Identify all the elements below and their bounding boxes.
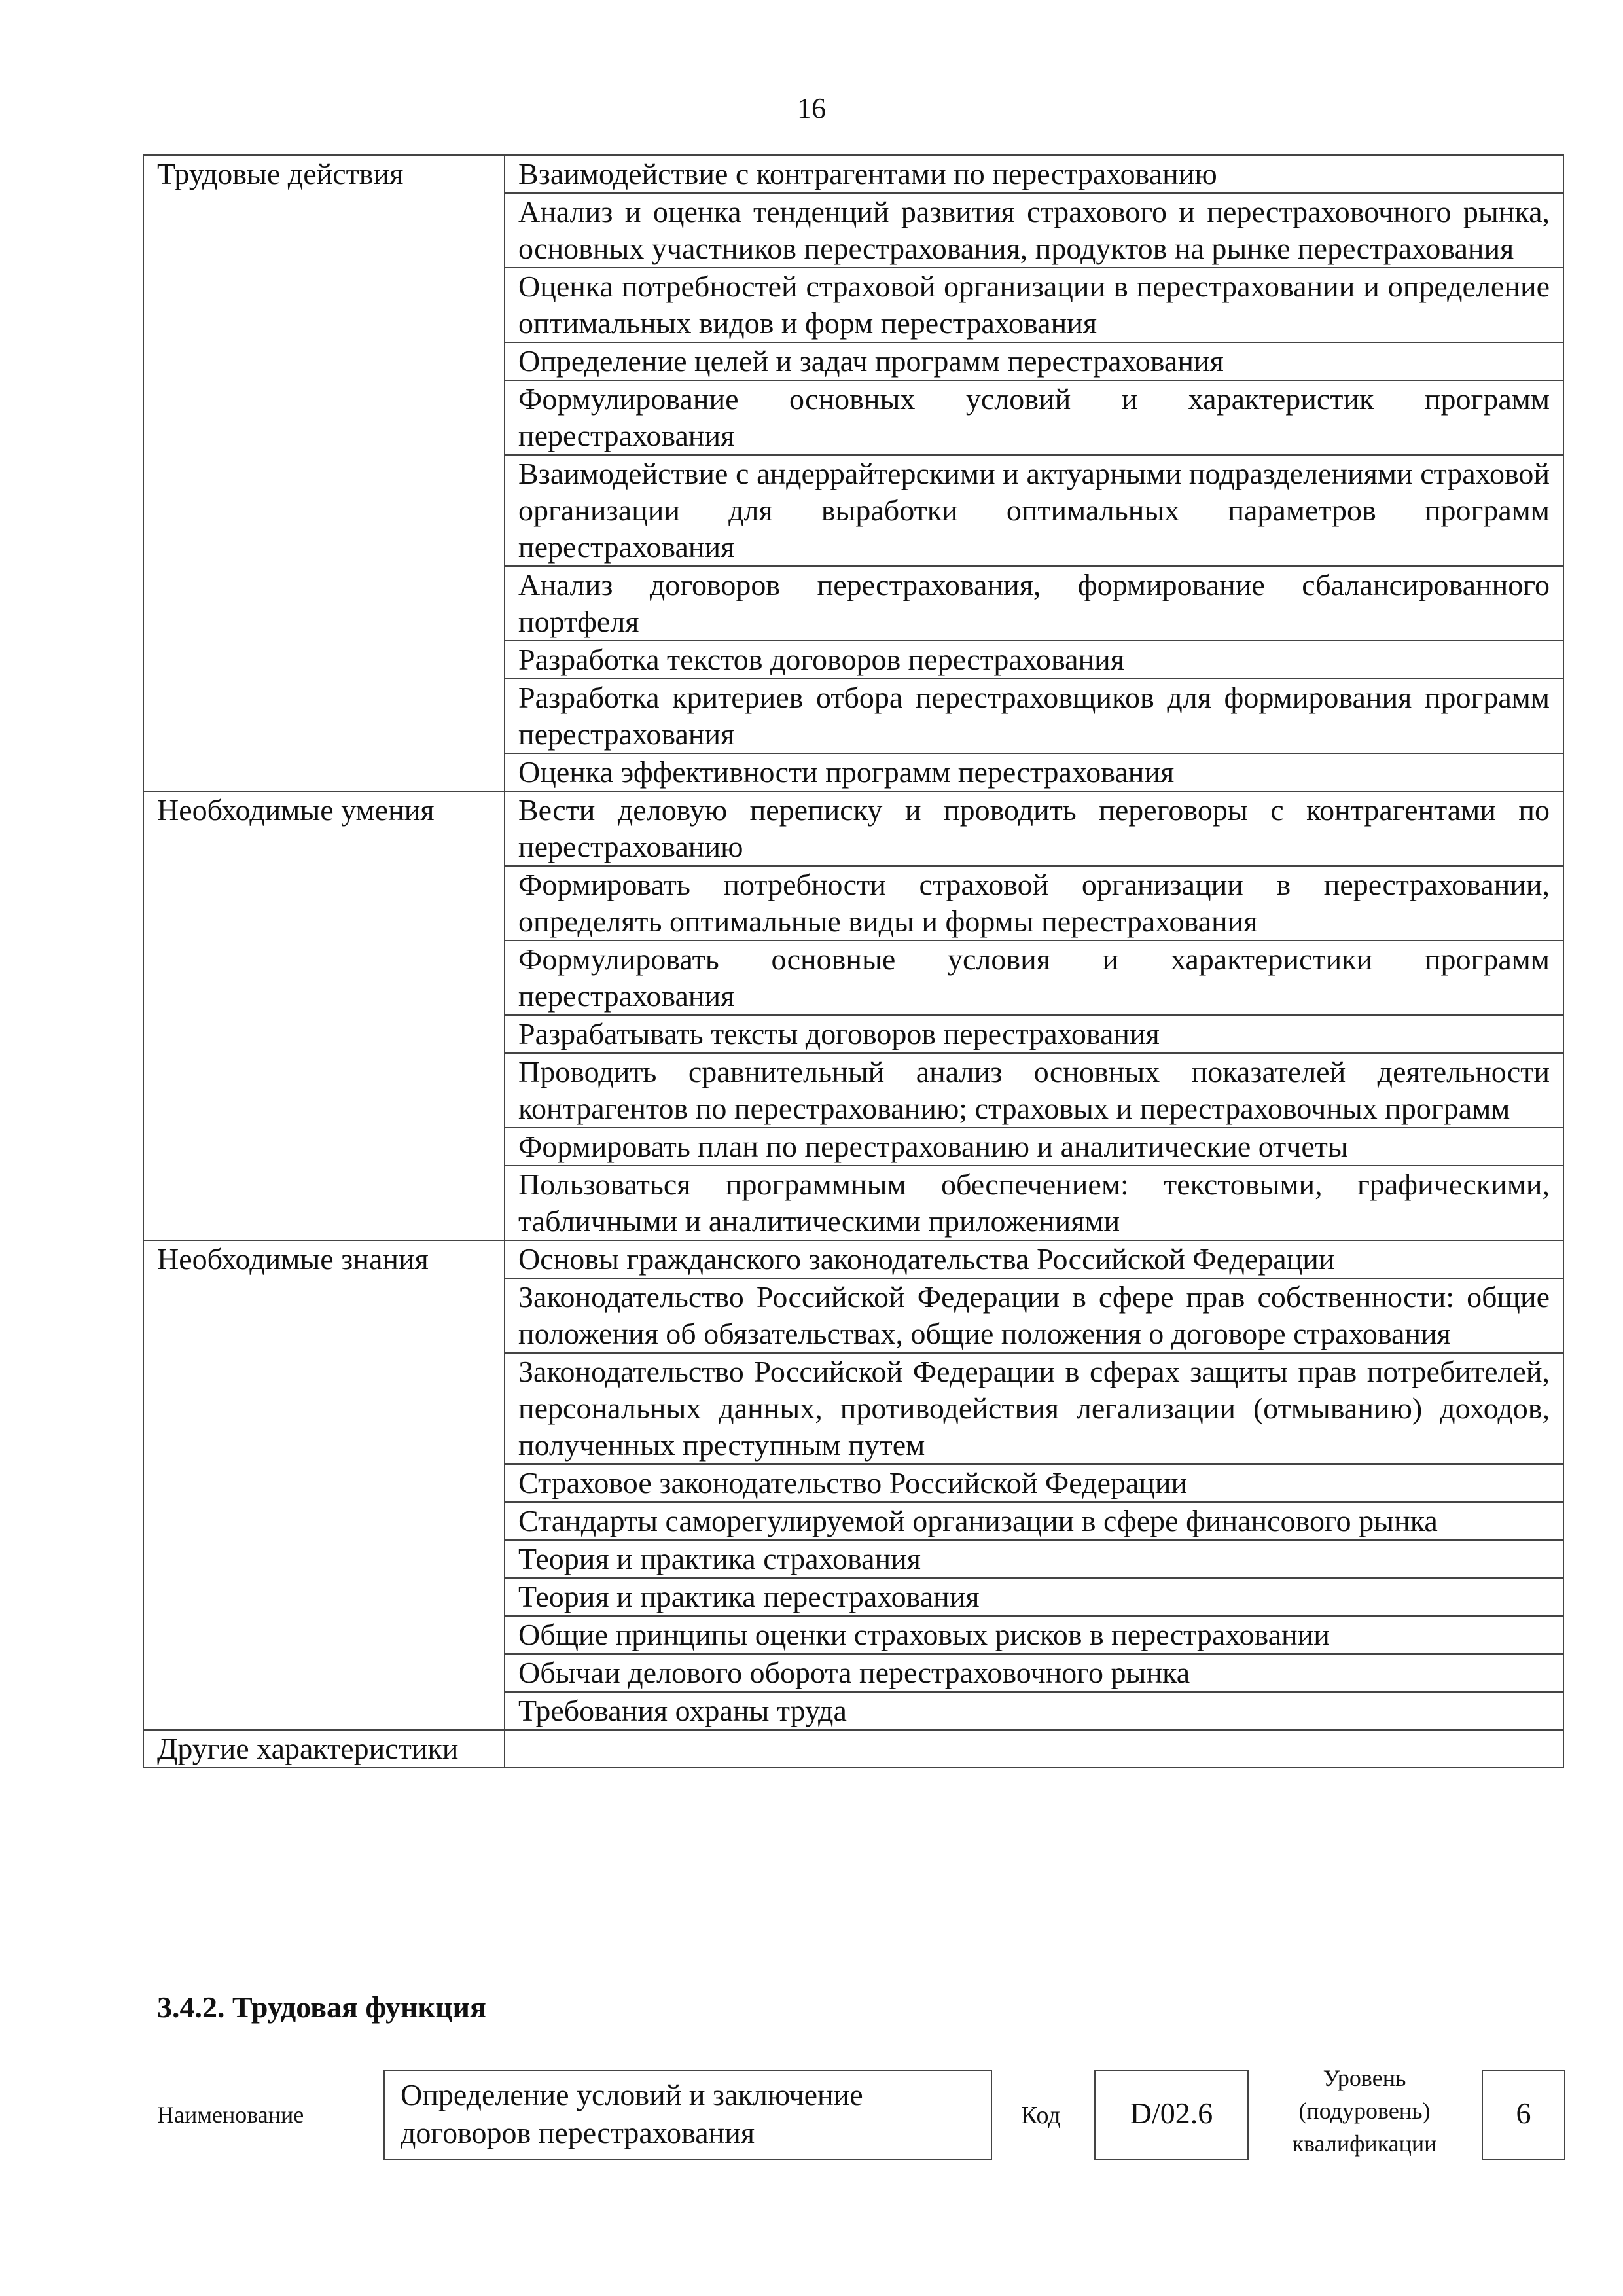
table-row bbox=[143, 155, 1563, 193]
section-item: Определение целей и задач программ перестрахования bbox=[505, 342, 1563, 380]
section-item: Общие принципы оценки страховых рисков в перестраховании bbox=[505, 1616, 1563, 1654]
section-item: Законодательство Российской Федерации в сферах защиты прав потребителей, персональных данных, противодействия легализации (отмыванию) доходов, полученных преступным путем bbox=[505, 1353, 1563, 1464]
name-value-box: Определение условий и заключение договоров перестрахования bbox=[383, 2070, 992, 2160]
level-label-line-2: (подуровень) bbox=[1298, 2098, 1431, 2124]
table-row bbox=[143, 1240, 1563, 1278]
page-number: 16 bbox=[797, 92, 826, 124]
section-title: 3.4.2. Трудовая функция bbox=[157, 1990, 486, 2024]
section-item: Оценка потребностей страховой организации в перестраховании и определение оптимальных видов и форм перестрахования bbox=[505, 268, 1563, 342]
labor-function-row bbox=[0, 2062, 1623, 2173]
section-item: Обычаи делового оборота перестраховочного рынка bbox=[505, 1654, 1563, 1692]
competency-table bbox=[143, 154, 1564, 1768]
section-item: Разработка текстов договоров перестрахования bbox=[505, 641, 1563, 679]
level-value-box: 6 bbox=[1482, 2070, 1565, 2160]
section-item: Основы гражданского законодательства Российской Федерации bbox=[505, 1240, 1563, 1278]
section-item: Формулирование основных условий и характеристик программ перестрахования bbox=[505, 380, 1563, 455]
section-label: Необходимые умения bbox=[143, 791, 505, 1240]
section-item: Стандарты саморегулируемой организации в сфере финансового рынка bbox=[505, 1502, 1563, 1540]
level-label-line-3: квалификации bbox=[1292, 2130, 1437, 2157]
section-item: Формировать потребности страховой организации в перестраховании, определять оптимальные виды и формы перестрахования bbox=[505, 866, 1563, 941]
section-item: Пользоваться программным обеспечением: текстовыми, графическими, табличными и аналитическими приложениями bbox=[505, 1166, 1563, 1240]
section-item: Проводить сравнительный анализ основных показателей деятельности контрагентов по перестрахованию; страховых и перестраховочных программ bbox=[505, 1053, 1563, 1128]
qualification-level-label bbox=[1263, 2062, 1466, 2160]
section-item: Разработка критериев отбора перестраховщиков для формирования программ перестрахования bbox=[505, 679, 1563, 753]
level-label-line-1: Уровень bbox=[1323, 2065, 1406, 2091]
section-item: Вести деловую переписку и проводить переговоры с контрагентами по перестрахованию bbox=[505, 791, 1563, 866]
section-item: Формировать план по перестрахованию и аналитические отчеты bbox=[505, 1128, 1563, 1166]
section-item: Теория и практика перестрахования bbox=[505, 1578, 1563, 1616]
section-item: Формулировать основные условия и характеристики программ перестрахования bbox=[505, 941, 1563, 1015]
section-item: Взаимодействие с контрагентами по перестрахованию bbox=[505, 155, 1563, 193]
name-label: Наименование bbox=[157, 2102, 304, 2128]
section-item: Требования охраны труда bbox=[505, 1692, 1563, 1730]
section-item: Оценка эффективности программ перестрахования bbox=[505, 753, 1563, 791]
section-item: Взаимодействие с андеррайтерскими и актуарными подразделениями страховой организации для выработки оптимальных параметров программ перестрахования bbox=[505, 455, 1563, 566]
section-item: Разрабатывать тексты договоров перестрахования bbox=[505, 1015, 1563, 1053]
section-item: Теория и практика страхования bbox=[505, 1540, 1563, 1578]
section-item: Анализ и оценка тенденций развития страхового и перестраховочного рынка, основных участников перестрахования, продуктов на рынке перестрахования bbox=[505, 193, 1563, 268]
section-item bbox=[505, 1730, 1563, 1768]
section-item: Законодательство Российской Федерации в сфере прав собственности: общие положения об обязательствах, общие положения о договоре страхования bbox=[505, 1278, 1563, 1353]
section-label: Другие характеристики bbox=[143, 1730, 505, 1768]
section-label: Трудовые действия bbox=[143, 155, 505, 791]
section-label: Необходимые знания bbox=[143, 1240, 505, 1730]
section-item: Анализ договоров перестрахования, формирование сбалансированного портфеля bbox=[505, 566, 1563, 641]
table-row bbox=[143, 1730, 1563, 1768]
code-value-box: D/02.6 bbox=[1094, 2070, 1249, 2160]
code-label: Код bbox=[1021, 2102, 1061, 2129]
section-item: Страховое законодательство Российской Федерации bbox=[505, 1464, 1563, 1502]
table-row bbox=[143, 791, 1563, 866]
